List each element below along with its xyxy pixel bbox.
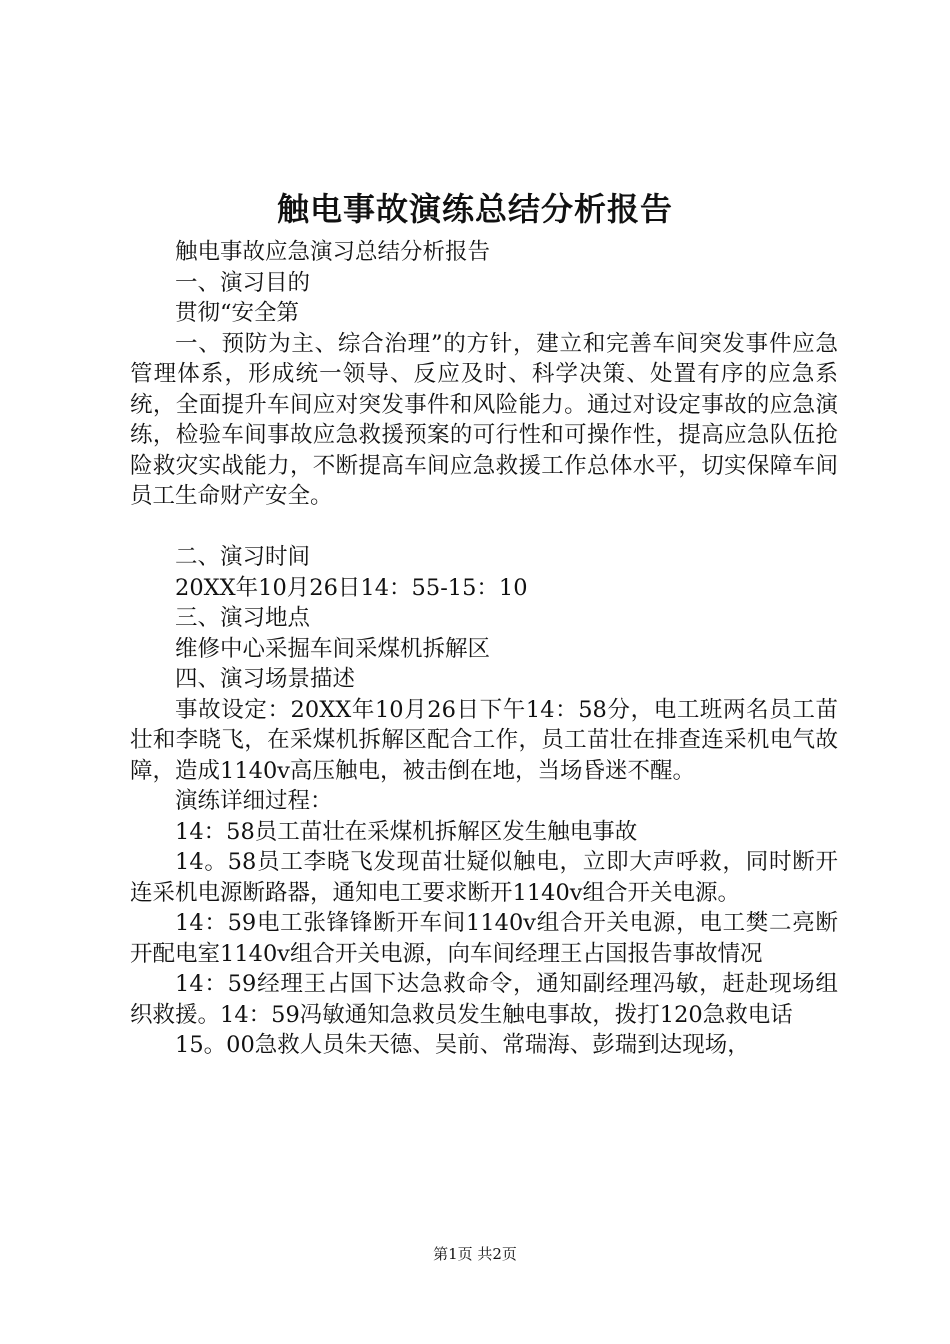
- paragraph-step: 14：59经理王占国下达急救命令，通知副经理冯敏，赶赴现场组织救援。14：59冯敏通知急救员发生触电事故，拨打120急救电话: [130, 971, 838, 1028]
- paragraph-step: 14：59电工张锋锋断开车间1140v组合开关电源，电工樊二亮断开配电室1140v组合开关电源，向车间经理王占国报告事故情况: [130, 910, 838, 967]
- paragraph-scenario: 事故设定：20XX年10月26日下午14：58分，电工班两名员工苗壮和李晓飞，在采煤机拆解区配合工作，员工苗壮在排查连采机电气故障，造成1140v高压触电，被击倒在地，当场昏迷不醒。: [130, 696, 838, 784]
- paragraph-subtitle: 触电事故应急演习总结分析报告: [175, 239, 491, 265]
- heading-scenario: 四、演习场景描述: [175, 666, 356, 692]
- document-body: [130, 237, 838, 1061]
- paragraph-step: 15。00急救人员朱天德、吴前、常瑞海、彭瑞到达现场，: [175, 1032, 750, 1058]
- heading-time: 二、演习时间: [175, 544, 311, 570]
- paragraph-location: 维修中心采掘车间采煤机拆解区: [175, 635, 491, 662]
- blank-line: [130, 512, 838, 543]
- paragraph-purpose-intro: 贯彻“安全第: [175, 300, 300, 326]
- paragraph-step: 14：58员工苗壮在采煤机拆解区发生触电事故: [175, 818, 638, 845]
- page-footer: 第1页 共2页: [433, 1245, 517, 1263]
- heading-purpose: 一、演习目的: [175, 269, 311, 296]
- heading-process: 演练详细过程：: [175, 788, 333, 814]
- document-title: 触电事故演练总结分析报告: [276, 190, 673, 228]
- heading-location: 三、演习地点: [175, 605, 311, 631]
- paragraph-step: 14。58员工李晓飞发现苗壮疑似触电，立即大声呼救，同时断开连采机电源断路器，通知电工要求断开1140v组合开关电源。: [130, 849, 838, 906]
- paragraph-purpose-body: 一、预防为主、综合治理”的方针，建立和完善车间突发事件应急管理体系，形成统一领导、反应及时、科学决策、处置有序的应急系统，全面提升车间应对突发事件和风险能力。通过对设定事故的应急演练，检验车间事故应急救援预案的可行性和可操作性，提高应急队伍抢险救灾实战能力，不断提高车间应急救援工作总体水平，切实保障车间员工生命财产安全。: [130, 330, 838, 509]
- paragraph-time: 20XX年10月26日14：55-15：10: [175, 574, 528, 601]
